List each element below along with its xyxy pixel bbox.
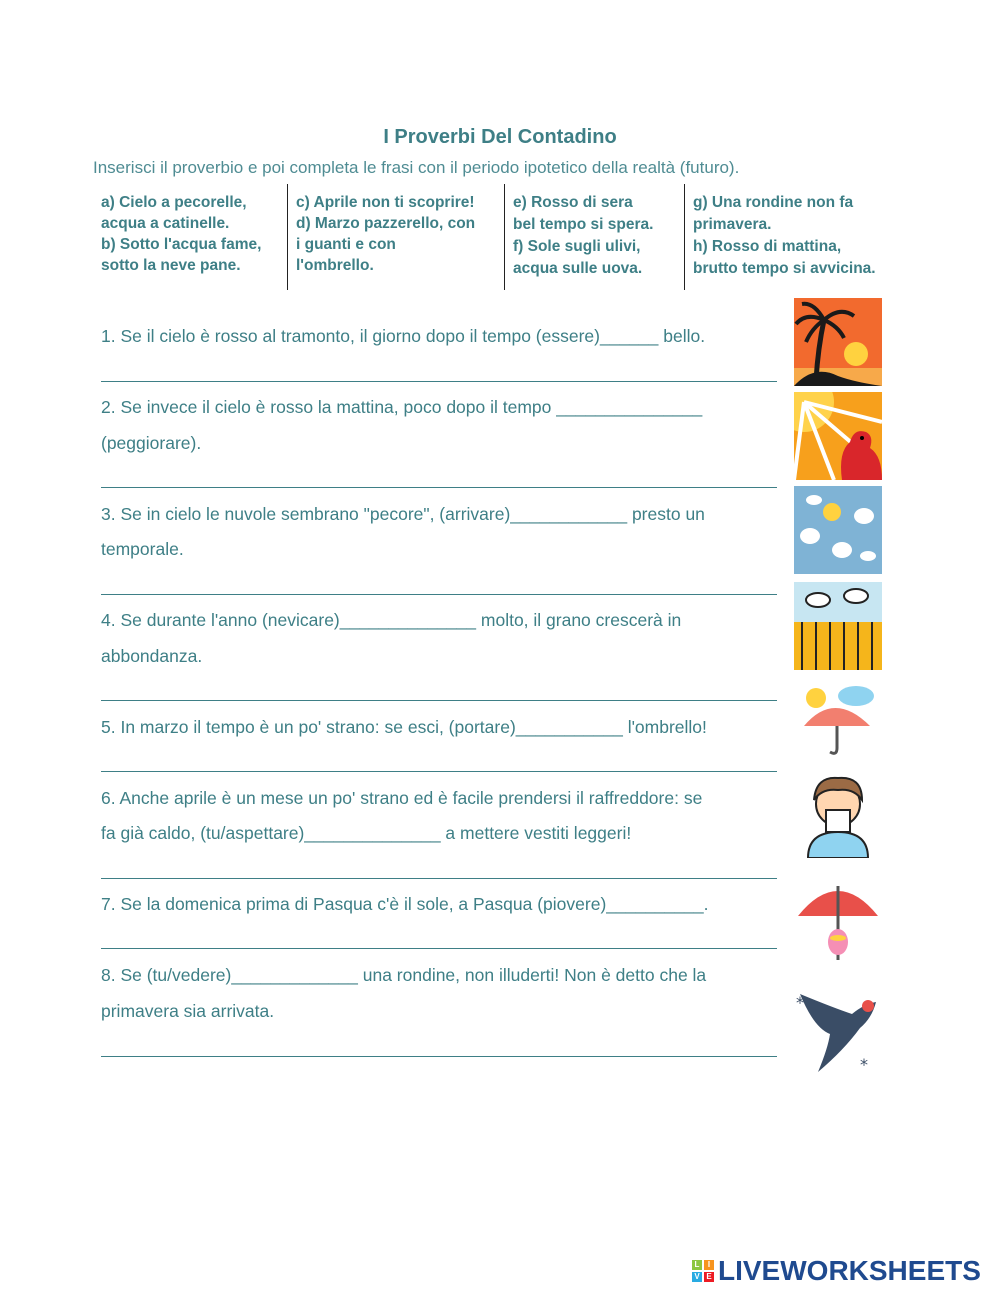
answer-line-2[interactable]: [101, 487, 777, 488]
answer-line-5[interactable]: [101, 771, 777, 772]
question-7: 7. Se la domenica prima di Pasqua c'è il sole, a Pasqua (piovere)__________.: [101, 894, 709, 914]
sneezing-person-icon: [794, 770, 882, 858]
proverb-line: e) Rosso di sera: [513, 194, 633, 211]
proverb-column-1: [101, 192, 261, 276]
question-6-cont: fa già caldo, (tu/aspettare)______________ a mettere vestiti leggeri!: [101, 823, 632, 843]
proverb-line: b) Sotto l'acqua fame,: [101, 236, 262, 253]
question-4-cont: abbondanza.: [101, 646, 203, 666]
answer-line-6[interactable]: [101, 878, 777, 879]
column-divider: [684, 184, 685, 290]
palm-sunset-icon: [794, 298, 882, 386]
question-1: 1. Se il cielo è rosso al tramonto, il giorno dopo il tempo (essere)______ bello.: [101, 326, 706, 346]
proverb-line: l'ombrello.: [296, 257, 374, 274]
proverb-line: h) Rosso di mattina,: [693, 238, 842, 255]
column-divider: [504, 184, 505, 290]
instructions: Inserisci il proverbio e poi completa le frasi con il periodo ipotetico della realtà (futuro).: [93, 158, 740, 177]
umbrella-weather-icon: [794, 676, 882, 764]
sun-rooster-icon: [794, 392, 882, 480]
live-letter: I: [704, 1260, 714, 1270]
question-8-cont: primavera sia arrivata.: [101, 1001, 275, 1021]
question-6: 6. Anche aprile è un mese un po' strano ed è facile prendersi il raffreddore: se: [101, 788, 703, 808]
proverb-line: g) Una rondine non fa: [693, 194, 854, 211]
umbrella-easter-egg-icon: [794, 876, 882, 964]
proverb-column-4: [693, 192, 876, 280]
proverb-line: i guanti e con: [296, 236, 396, 253]
question-4: 4. Se durante l'anno (nevicare)______________ molto, il grano crescerà in: [101, 610, 682, 630]
live-letters-icon: [692, 1260, 714, 1282]
svg-text:*: *: [796, 993, 804, 1012]
proverb-line: d) Marzo pazzerello, con: [296, 215, 476, 232]
liveworksheets-logo: [692, 1255, 981, 1287]
live-letter: V: [692, 1272, 702, 1282]
proverb-line: a) Cielo a pecorelle,: [101, 194, 247, 211]
question-2-cont: (peggiorare).: [101, 433, 202, 453]
proverb-line: sotto la neve pane.: [101, 257, 241, 274]
answer-line-1[interactable]: [101, 381, 777, 382]
proverb-column-2: [296, 192, 475, 276]
column-divider: [287, 184, 288, 290]
question-5: 5. In marzo il tempo è un po' strano: se esci, (portare)___________ l'ombrello!: [101, 717, 707, 737]
wheat-field-icon: [794, 582, 882, 670]
proverb-line: c) Aprile non ti scoprire!: [296, 194, 475, 211]
proverb-line: brutto tempo si avvicina.: [693, 260, 876, 277]
page-title: I Proverbi Del Contadino: [383, 126, 617, 148]
question-2: 2. Se invece il cielo è rosso la mattina, poco dopo il tempo _______________: [101, 397, 703, 417]
proverb-line: primavera.: [693, 216, 772, 233]
proverb-line: f) Sole sugli ulivi,: [513, 238, 641, 255]
brand-name: LIVEWORKSHEETS: [718, 1255, 981, 1286]
question-8: 8. Se (tu/vedere)_____________ una rondine, non illuderti! Non è detto che la: [101, 965, 707, 985]
proverb-column-3: [513, 192, 653, 280]
live-letter: E: [704, 1272, 714, 1282]
answer-line-4[interactable]: [101, 700, 777, 701]
answer-line-8[interactable]: [101, 1056, 777, 1057]
proverb-line: bel tempo si spera.: [513, 216, 654, 233]
live-letter: L: [692, 1260, 702, 1270]
svg-text:*: *: [860, 1055, 868, 1072]
swallow-bird-icon: [794, 984, 882, 1072]
answer-line-3[interactable]: [101, 594, 777, 595]
proverb-line: acqua a catinelle.: [101, 215, 230, 232]
sheep-clouds-icon: [794, 486, 882, 574]
question-3: 3. Se in cielo le nuvole sembrano "pecore", (arrivare)____________ presto un: [101, 504, 705, 524]
question-3-cont: temporale.: [101, 539, 184, 559]
answer-line-7[interactable]: [101, 948, 777, 949]
proverb-line: acqua sulle uova.: [513, 260, 643, 277]
